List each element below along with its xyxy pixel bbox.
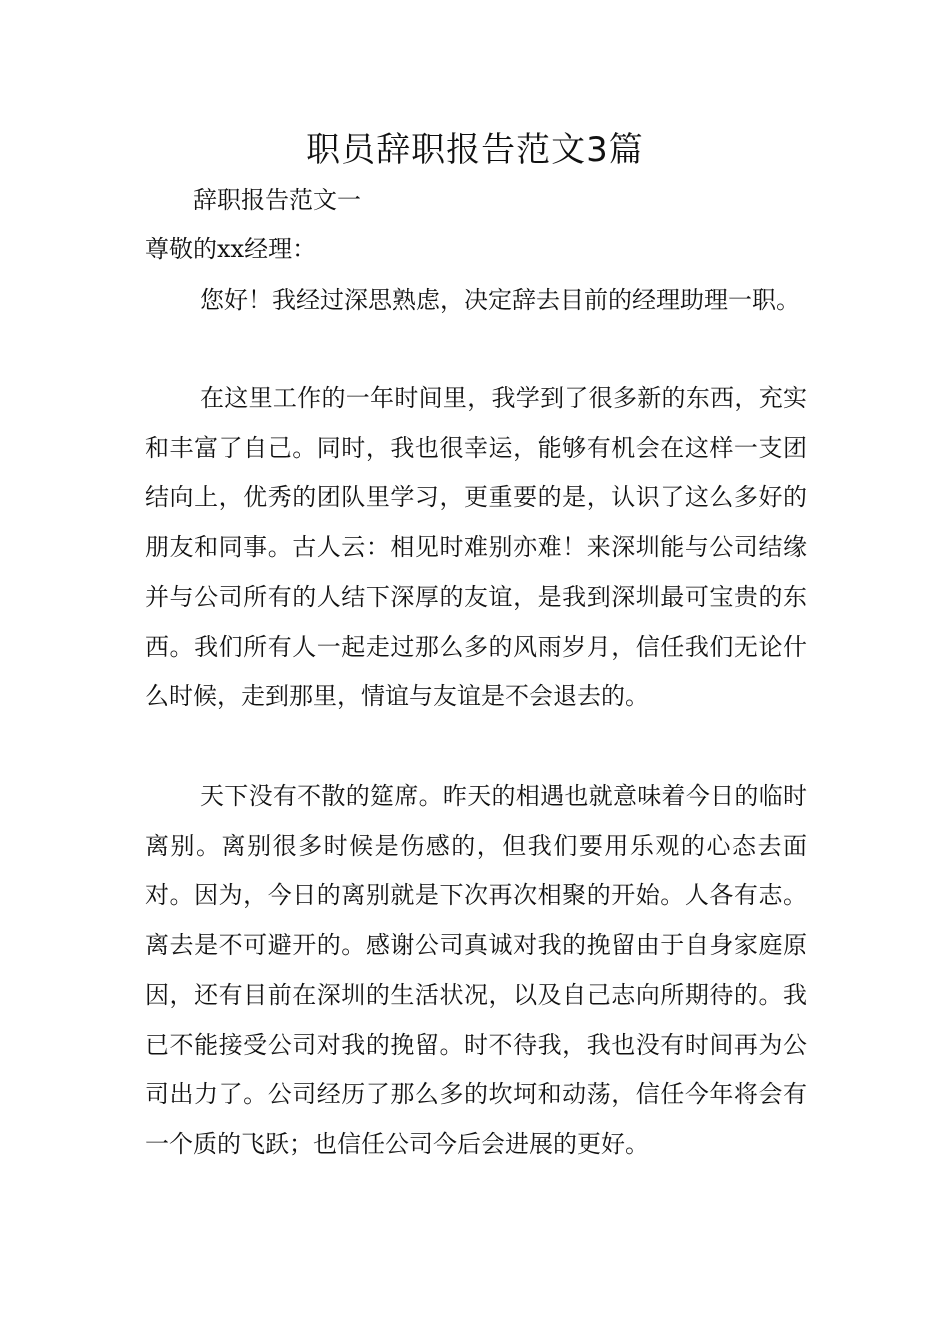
body-paragraph-2: 在这里工作的一年时间里，我学到了很多新的东西，充实和丰富了自己。同时，我也很幸运，能够有机会在这样一支团结向上，优秀的团队里学习，更重要的是，认识了这么多好的朋友和同事。古人云：相见时难别亦难！来深圳能与公司结缘并与公司所有的人结下深厚的友谊，是我到深圳最可宝贵的东西。我们所有人一起走过那么多的风雨岁月，信任我们无论什么时候，走到那里，情谊与友谊是不会退去的。 <box>145 384 807 711</box>
letter-salutation: 尊敬的xx经理： <box>145 235 317 263</box>
body-paragraph-3: 天下没有不散的筵席。昨天的相遇也就意味着今日的临时离别。离别很多时候是伤感的，但我们要用乐观的心态去面对。因为，今日的离别就是下次再次相聚的开始。人各有志。离去是不可避开的。感谢公司真诚对我的挽留由于自身家庭原因，还有目前在深圳的生活状况，以及自己志向所期待的。我已不能接受公司对我的挽留。时不待我，我也没有时间再为公司出力了。公司经历了那么多的坎坷和动荡，信任今年将会有一个质的飞跃；也信任公司今后会进展的更好。 <box>145 782 807 1158</box>
document-title: 职员辞职报告范文3篇 <box>306 130 644 170</box>
document-subtitle: 辞职报告范文一 <box>193 186 361 214</box>
body-paragraph-1: 您好！我经过深思熟虑，决定辞去目前的经理助理一职。 <box>200 286 800 314</box>
